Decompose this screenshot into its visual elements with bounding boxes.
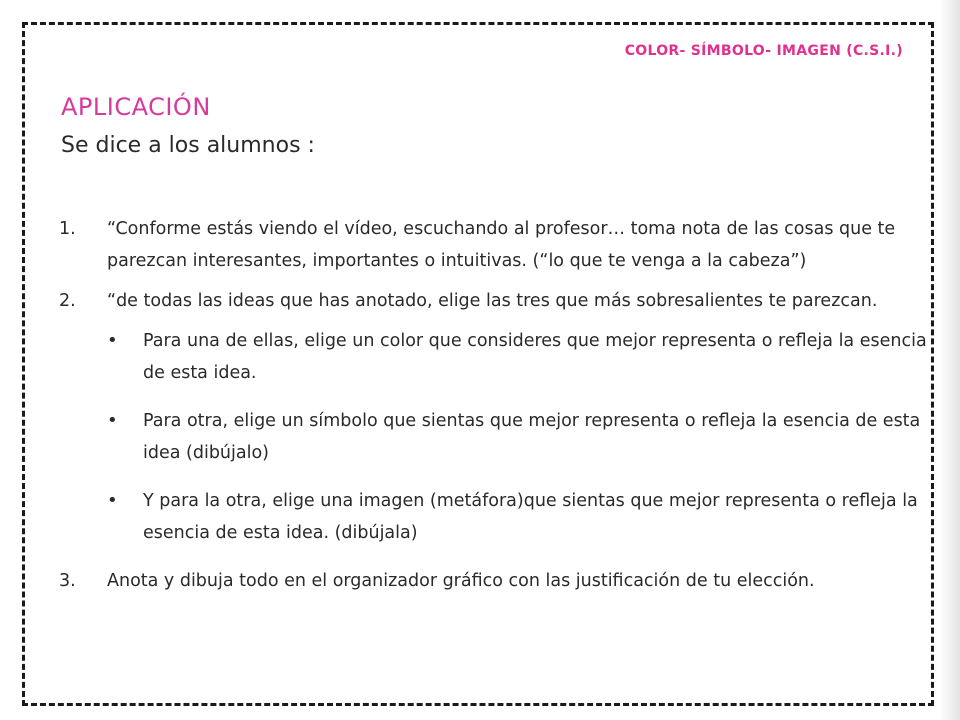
step-text: “Conforme estás viendo el vídeo, escuchando al profesor… toma nota de las cosas que te parezcan interesantes, importantes o intuitivas. (“lo que te venga a la cabeza”) bbox=[107, 219, 896, 271]
step-2 bbox=[59, 285, 929, 317]
section-title: APLICACIÓN bbox=[61, 93, 211, 121]
step-text: Anota y dibuja todo en el organizador gráfico con las justificación de tu elección. bbox=[107, 571, 815, 591]
intro-text: Se dice a los alumnos : bbox=[61, 133, 315, 158]
subitem-color bbox=[59, 325, 929, 389]
subitem-image bbox=[59, 485, 929, 549]
step-number: 3. bbox=[59, 571, 76, 591]
subitem-text: Y para la otra, elige una imagen (metáfora)que sientas que mejor representa o refleja la esencia de esta idea. (dibújala) bbox=[143, 491, 918, 543]
steps-list bbox=[59, 213, 929, 605]
step-number: 1. bbox=[59, 219, 76, 239]
subitem-text: Para otra, elige un símbolo que sientas que mejor representa o refleja la esencia de esta idea (dibújalo) bbox=[143, 411, 921, 463]
step-1 bbox=[59, 213, 929, 277]
subitem-text: Para una de ellas, elige un color que consideres que mejor representa o refleja la esencia de esta idea. bbox=[143, 331, 927, 383]
bullet-icon: • bbox=[107, 490, 118, 511]
subitem-symbol bbox=[59, 405, 929, 469]
step-3 bbox=[59, 565, 929, 597]
routine-label: COLOR- SÍMBOLO- IMAGEN (C.S.I.) bbox=[624, 43, 903, 59]
step-number: 2. bbox=[59, 291, 76, 311]
step-text: “de todas las ideas que has anotado, elige las tres que más sobresalientes te parezcan. bbox=[107, 291, 878, 311]
bullet-icon: • bbox=[107, 330, 118, 351]
activity-card bbox=[22, 22, 934, 706]
step-2-subitems bbox=[59, 325, 929, 549]
page-edge-shadow bbox=[940, 0, 960, 720]
bullet-icon: • bbox=[107, 410, 118, 431]
